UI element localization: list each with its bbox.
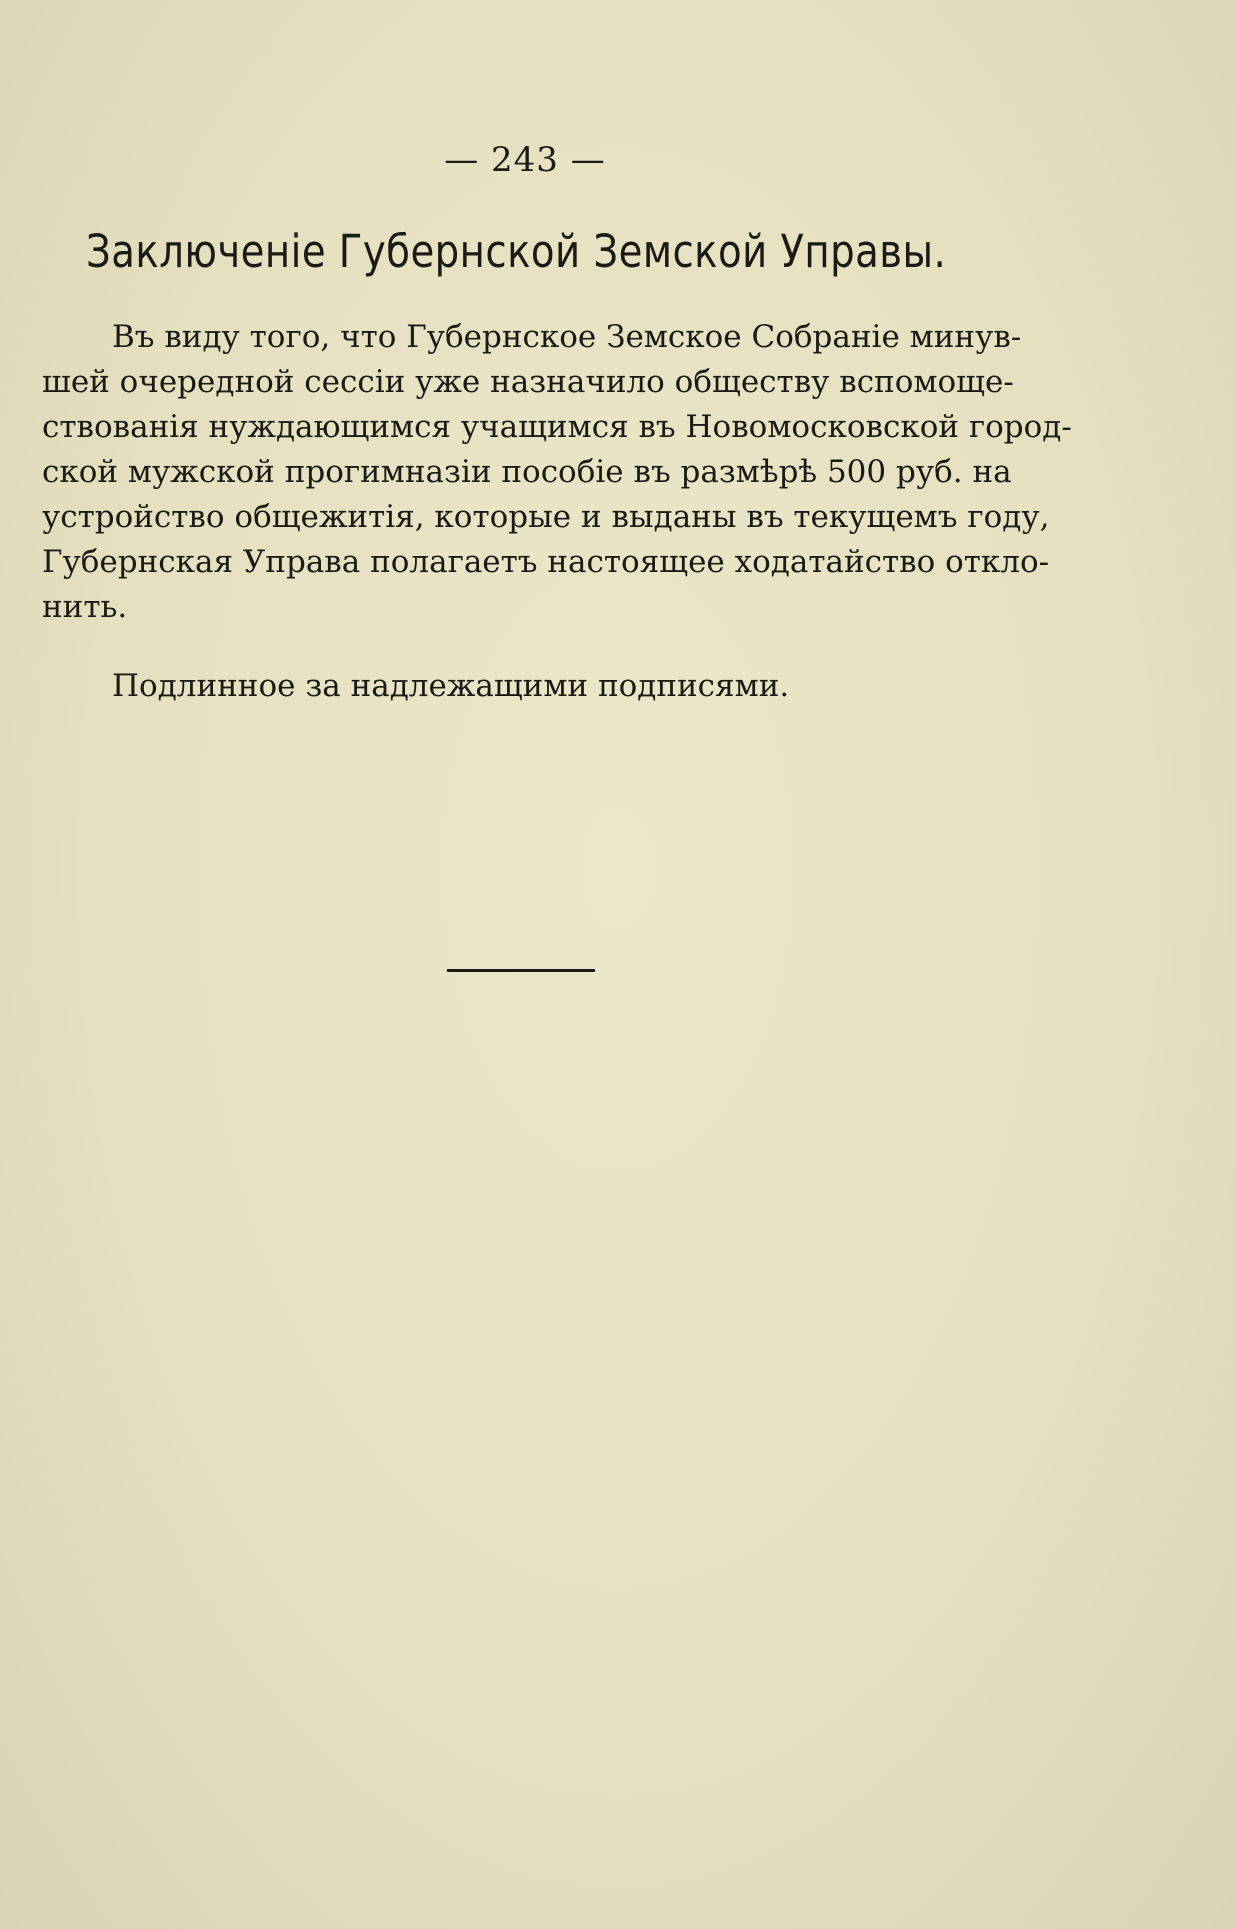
paragraph-line: ской мужской прогимназіи пособіе въ размѣрѣ 500 руб. на xyxy=(42,454,1012,490)
signature-note: Подлинное за надлежащими подписями. xyxy=(112,668,790,704)
section-title: Заключеніе Губернской Земской Управы. xyxy=(86,225,947,278)
paragraph-line: устройство общежитія, которые и выданы въ текущемъ году, xyxy=(42,499,1050,535)
paragraph-line: Губернская Управа полагаетъ настоящее ходатайство откло- xyxy=(42,544,1050,580)
main-paragraph xyxy=(42,315,1072,630)
paragraph-line: ствованія нуждающимся учащимся въ Новомосковской город- xyxy=(42,409,1072,445)
page-number: — 243 — xyxy=(444,140,606,180)
paragraph-line: нить. xyxy=(42,589,128,625)
paragraph-line: шей очередной сессіи уже назначило обществу вспомоще- xyxy=(42,364,1014,400)
paragraph-line: Въ виду того, что Губернское Земское Собраніе минув- xyxy=(112,319,1022,355)
section-divider xyxy=(447,969,595,972)
